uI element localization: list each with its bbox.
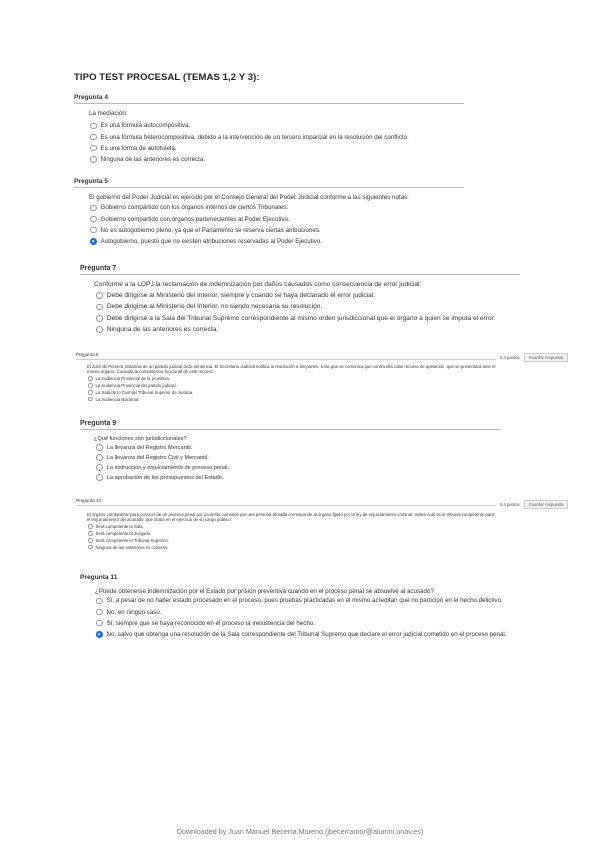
radio-button[interactable] — [90, 134, 97, 141]
radio-button[interactable] — [90, 156, 97, 163]
save-answer-button[interactable]: Guardar respuesta — [524, 500, 569, 509]
answer-option[interactable]: Debe dirigirse a la Sala del Tribunal Supremo correspondiente al mismo orden jurisdiccional que el órgano a quien se imputa el error. — [96, 313, 520, 324]
answer-option[interactable]: Será competente el Juzgado. — [88, 530, 496, 537]
question-text: El órgano competente para conocer de un proceso penal por un delito cometido por una persona aforada corresponde al órgano fijado por la ley de enjuiciamiento criminal. Indica cuál es el tribunal competente para el enjuiciamiento del acusado, que actúa en el ejercicio de su cargo público: — [87, 512, 495, 523]
answer-option[interactable]: La Audiencia Provincial del partido judicial. — [88, 382, 496, 389]
grade-bar-8 — [500, 353, 568, 362]
radio-button-selected[interactable] — [96, 631, 103, 638]
question-heading: Pregunta 10 — [76, 498, 496, 506]
answer-option[interactable]: No, en ningún caso. — [96, 607, 510, 618]
answer-option[interactable]: Ninguna de las anteriores es correcta. — [90, 154, 464, 165]
answer-option[interactable]: No, salvo que obtenga una resolución de la Sala correspondiente del Tribunal Supremo que declare el error judicial cometido en el proceso penal. — [96, 629, 510, 640]
question-5 — [74, 178, 464, 247]
radio-button[interactable] — [88, 531, 93, 536]
answer-option[interactable]: Sí, siempre que se haya reconocido en el proceso la inexistencia del hecho. — [96, 618, 510, 629]
question-text: ¿Qué funciones son jurisdiccionales? — [94, 436, 187, 442]
radio-button[interactable] — [88, 538, 93, 543]
radio-button[interactable] — [88, 390, 93, 395]
answer-option[interactable]: Es una fórmula autocompositiva. — [90, 120, 464, 131]
question-10 — [76, 498, 496, 551]
radio-button[interactable] — [90, 205, 97, 212]
radio-button[interactable] — [96, 315, 103, 322]
answer-option[interactable]: Ninguna de las anteriores es correcta. — [96, 324, 520, 335]
answer-option[interactable]: Debe dirigirse al Ministerio del Interior, no siendo necesaria su resolución. — [96, 301, 520, 312]
answer-option[interactable]: Gobierno compartido con los órganos internos de ciertos Tribunales. — [90, 202, 464, 213]
question-11 — [80, 574, 510, 640]
radio-button[interactable] — [88, 383, 93, 388]
radio-button[interactable] — [96, 454, 103, 461]
radio-button[interactable] — [96, 609, 103, 616]
grade-bar-10 — [500, 500, 568, 509]
question-text: La mediación: — [89, 110, 128, 117]
question-9 — [80, 420, 500, 483]
question-text: ¿Puede obtenerse indemnización por el Estado por prisión preventiva cuando en el proceso penal se absuelve al acusado? — [95, 588, 434, 595]
question-heading: Pregunta 8 — [76, 352, 496, 360]
radio-button[interactable] — [96, 444, 103, 451]
radio-button[interactable] — [88, 524, 93, 529]
answer-option[interactable]: Es una fórmula heterocompositiva, debido a la intervención de un tercero imparcial en la resolución del conflicto. — [90, 132, 464, 143]
question-text: El gobierno del Poder Judicial es ejercido por el Consejo General del Poder Judicial conforme a las siguientes notas: — [89, 194, 409, 201]
question-heading: Pregunta 4 — [74, 94, 464, 104]
radio-button[interactable] — [96, 326, 103, 333]
answer-option[interactable]: Sí, a pesar de no haber estado procesado en el proceso, pues pruebas practicadas en el mismo acreditan que no participó en el hecho delictivo. — [96, 595, 510, 606]
question-4 — [74, 94, 464, 165]
points-label: 0,4 puntos — [500, 502, 520, 507]
radio-button[interactable] — [96, 292, 103, 299]
question-text: El Juez de Primera Instancia de un partido judicial dicta sentencia. El Secretario Judicial notifica la resolución a las partes, a las que se comunica que contra ella cabe recurso de apelación, que se presentará ante el mismo órgano. Consulta la competencia funcional de este recurso: — [87, 364, 496, 375]
question-heading: Pregunta 5 — [74, 178, 464, 188]
question-heading: Pregunta 9 — [80, 420, 500, 430]
answer-option[interactable]: Autogobierno, puesto que no existen atribuciones reservadas al Poder Ejecutivo. — [90, 236, 464, 247]
answer-option[interactable]: Debe dirigirse al Ministerio del Interior, siempre y cuando se haya declarado el error judicial. — [96, 290, 520, 301]
radio-button[interactable] — [90, 123, 97, 130]
radio-button[interactable] — [88, 397, 93, 402]
answer-option[interactable]: La llevanza del Registro Civil y Mercantil. — [96, 453, 500, 463]
answer-option[interactable]: La aprobación de los presupuestos del Estado. — [96, 473, 500, 483]
answer-option[interactable]: La instrucción y enjuiciamiento de proceso penal. — [96, 463, 500, 473]
radio-button[interactable] — [90, 227, 97, 234]
answer-option[interactable]: La Sala de lo Civil del Tribunal Superior de Justicia. — [88, 389, 496, 396]
radio-button[interactable] — [96, 304, 103, 311]
question-8 — [76, 352, 496, 403]
radio-button-selected[interactable] — [90, 238, 97, 245]
points-label: 0,4 puntos — [500, 355, 520, 360]
radio-button[interactable] — [96, 474, 103, 481]
question-heading: Pregunta 11 — [80, 574, 118, 581]
save-answer-button[interactable]: Guardar respuesta — [524, 353, 569, 362]
radio-button[interactable] — [96, 620, 103, 627]
radio-button[interactable] — [90, 216, 97, 223]
answer-option[interactable]: Gobierno compartido con órganos pertenecientes al Poder Ejecutivo. — [90, 214, 464, 225]
answer-option[interactable]: La Audiencia Nacional. — [88, 396, 496, 403]
download-footer: Downloaded by Juan Manuel Becerra Moreno (jbecerramor@alumni.unav.es) — [176, 827, 424, 836]
answer-option[interactable]: No es autogobierno pleno, ya que el Parlamento se reserva ciertas atribuciones. — [90, 225, 464, 236]
radio-button[interactable] — [96, 464, 103, 471]
question-heading: Pregunta 7 — [80, 265, 520, 275]
answer-option[interactable]: La Audiencia Provincial de la provincia. — [88, 375, 496, 382]
answer-option[interactable]: Ninguna de las anteriores es correcta. — [88, 544, 496, 551]
document-title: TIPO TEST PROCESAL (TEMAS 1,2 Y 3): — [74, 72, 260, 83]
radio-button[interactable] — [90, 145, 97, 152]
question-7 — [80, 265, 520, 335]
answer-option[interactable]: Será competente el Tribunal Supremo. — [88, 537, 496, 544]
radio-button[interactable] — [88, 376, 93, 381]
radio-button[interactable] — [88, 545, 93, 550]
answer-option[interactable]: Es una forma de autotutela. — [90, 143, 464, 154]
answer-option[interactable]: Será competente la Sala. — [88, 523, 496, 530]
question-text: Conforme a la LOPJ la reclamación de indemnización por daños causados como consecuencia de error judicial: — [94, 281, 422, 288]
answer-option[interactable]: La llevanza del Registro Mercantil. — [96, 443, 500, 453]
radio-button[interactable] — [96, 598, 103, 605]
